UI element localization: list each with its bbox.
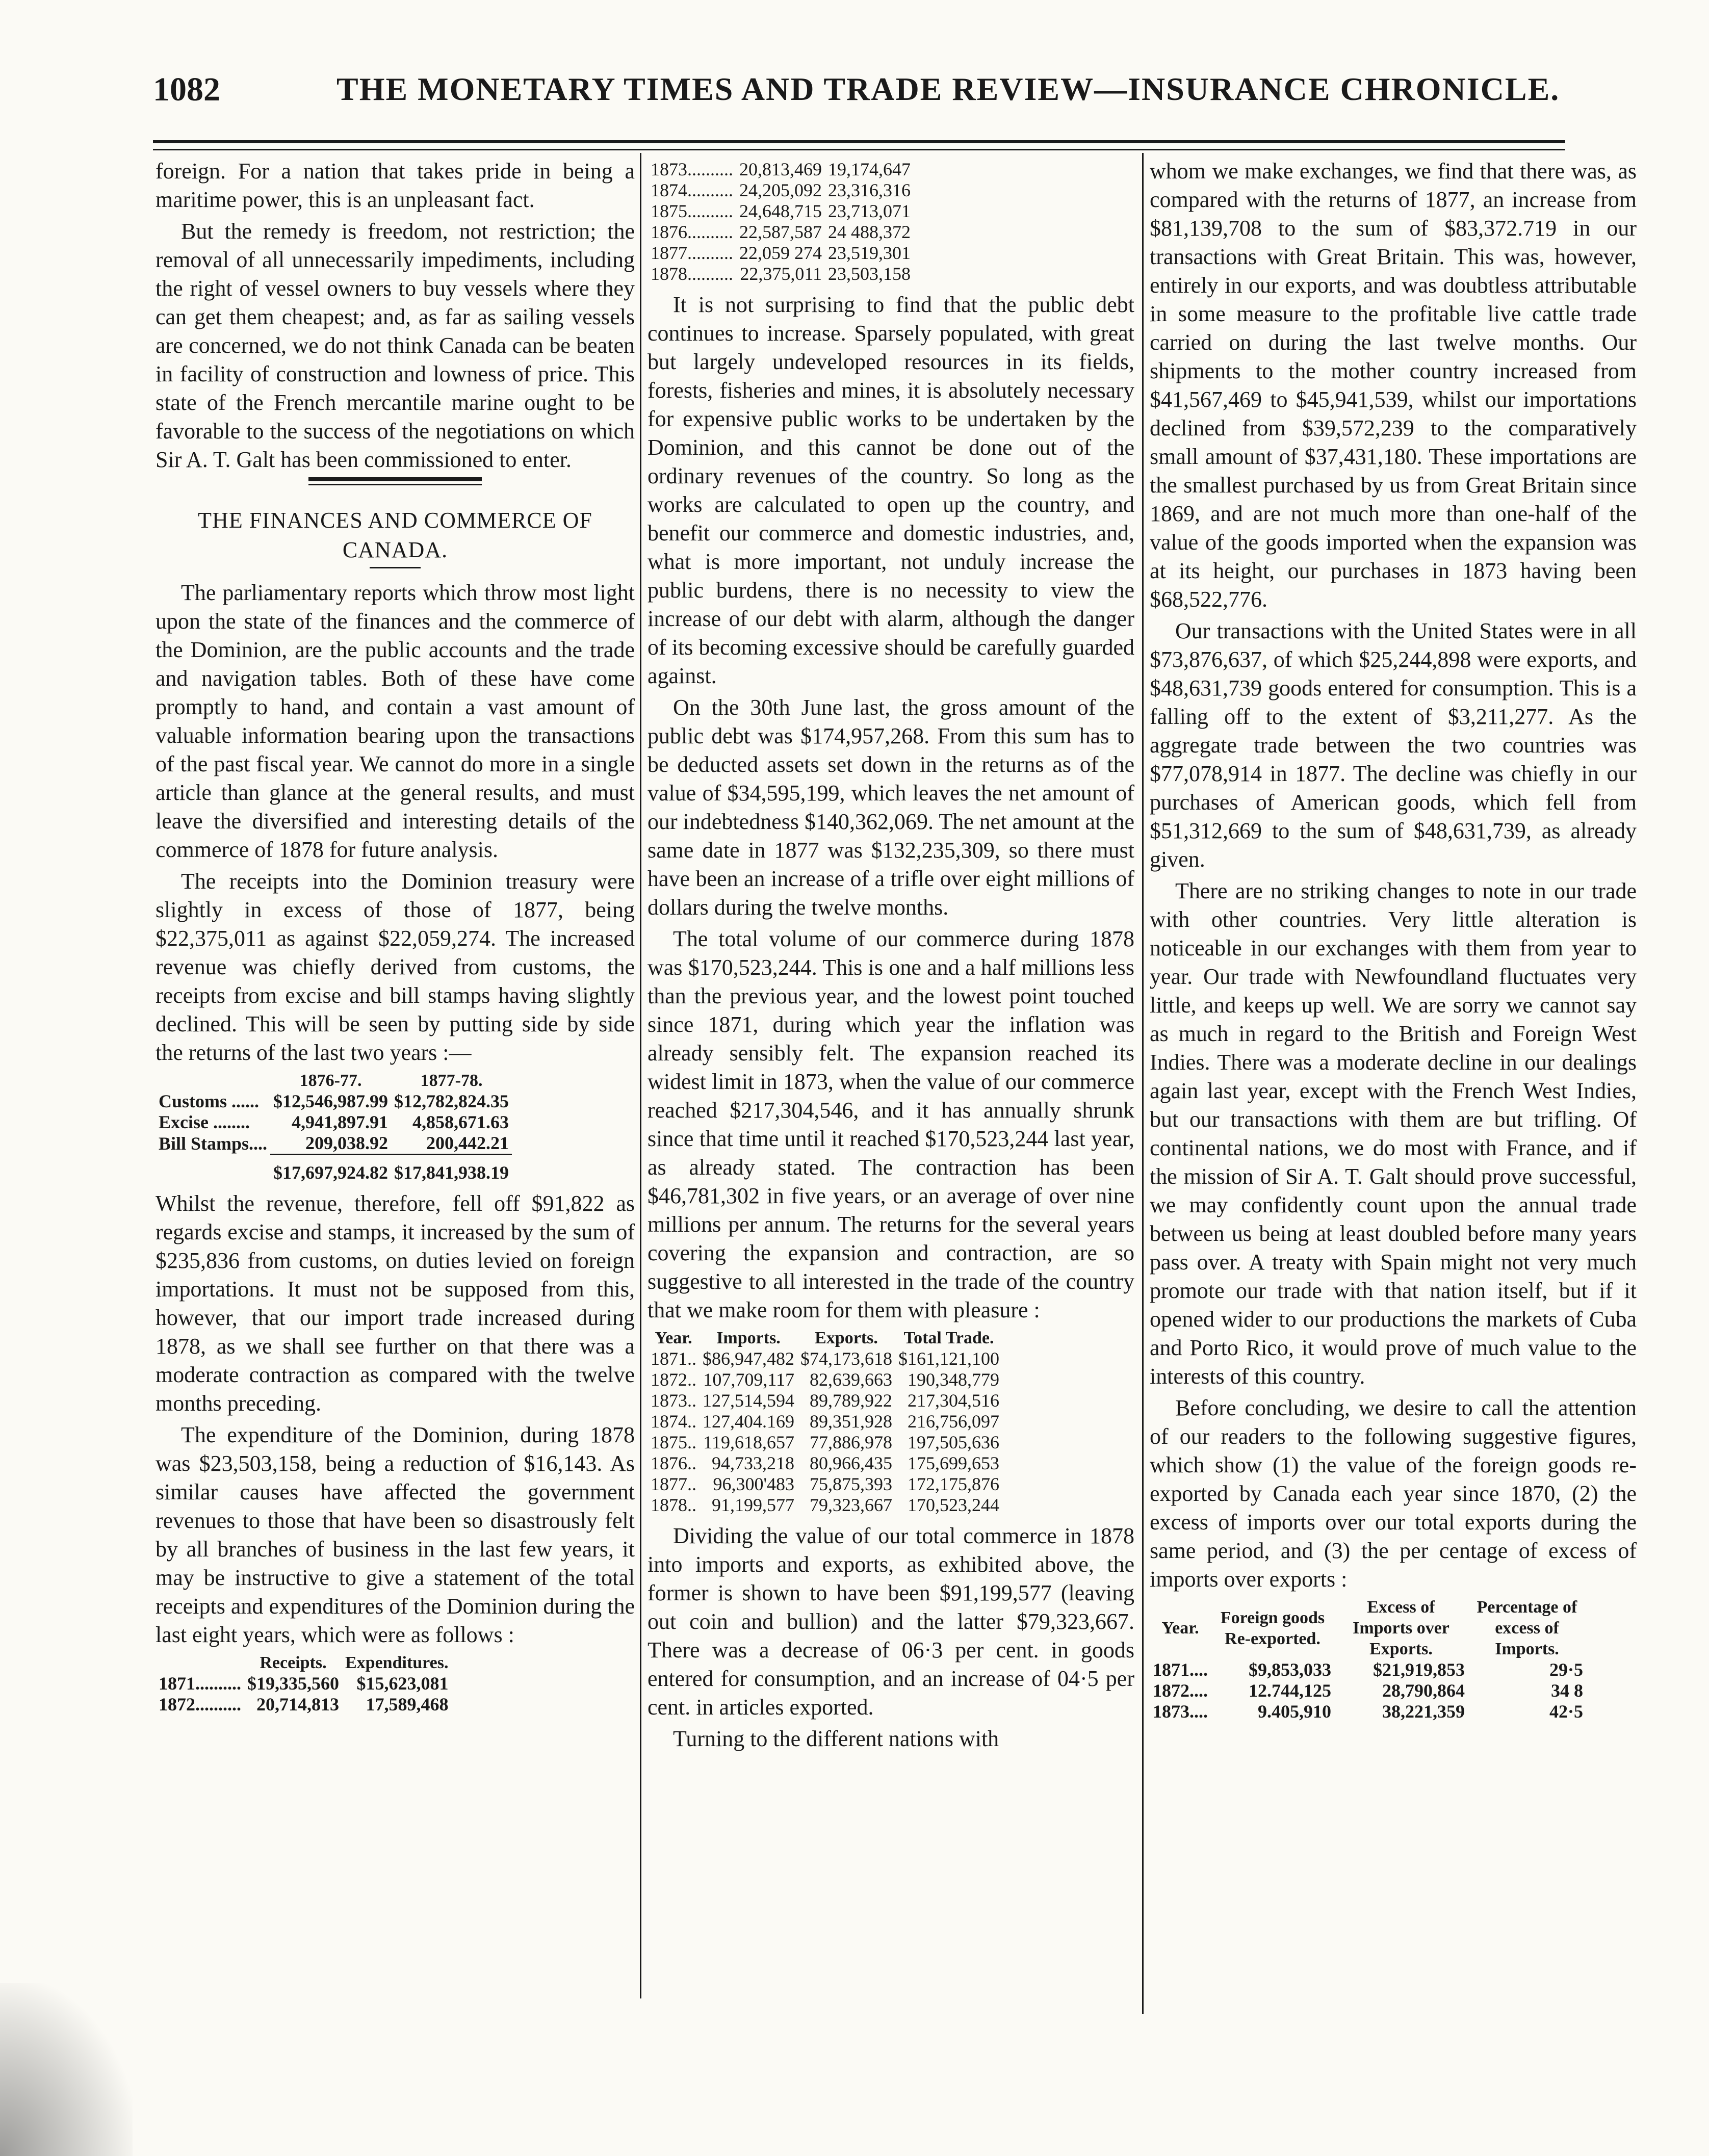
paragraph: Whilst the revenue, therefore, fell off $91,822 as regards excise and stamps, it increased by the sum of $235,836 from customs, on duties levied on foreign importations. It must not be supposed from this, however, that our import trade increased during 1878, as we shall see further on that there was a moderate contraction as compared with the twelve months preceding. (156, 1191, 635, 1416)
column-2 (648, 157, 1134, 1756)
trade-table (648, 1328, 1002, 1516)
paragraph: The receipts into the Dominion treasury were slightly in excess of those of 1877, being $22,375,011 as against $22,059,274. The increased revenue was chiefly derived from customs, the receipts from excise and bill stamps having slightly declined. This will be seen by putting side by side the returns of the last two years :— (156, 869, 635, 1065)
table-header: 1877-78. (420, 1071, 483, 1090)
receipts-table (156, 1652, 451, 1715)
table-cell: 22,059 274 (739, 243, 822, 263)
table-cell: 23,316,316 (828, 180, 911, 200)
table-row (648, 1474, 1002, 1495)
table-cell: 75,875,393 (810, 1474, 892, 1494)
header-rule (153, 140, 1565, 143)
table-cell: 1877.......... (651, 243, 733, 263)
table-cell: 1871.... (1153, 1659, 1208, 1680)
table-cell: $15,623,081 (356, 1673, 449, 1694)
table-cell: 1873.... (1153, 1701, 1208, 1722)
table-cell: 107,709,117 (703, 1369, 794, 1390)
table-cell: 4,858,671.63 (412, 1112, 509, 1132)
table-header-row (648, 1328, 1002, 1348)
table-header: Year. (1161, 1619, 1199, 1638)
scan-smudge (0, 1983, 133, 2156)
table-cell: 91,199,577 (712, 1495, 794, 1515)
table-header: 1876-77. (299, 1071, 362, 1090)
table-cell: $161,121,100 (898, 1348, 999, 1369)
table-cell: 1872.. (651, 1369, 696, 1390)
table-cell: $12,782,824.35 (394, 1091, 509, 1111)
table-row (156, 1112, 512, 1133)
column-divider (640, 153, 641, 1998)
table-cell: 96,300'483 (713, 1474, 794, 1494)
receipts-table-continued (648, 159, 914, 284)
table-cell: 200,442.21 (426, 1133, 509, 1153)
header-rule-thin (153, 149, 1565, 150)
table-cell: 1876.......... (651, 222, 733, 242)
table-cell: 1878.......... (651, 264, 733, 284)
table-row (648, 201, 914, 222)
column-divider (1142, 153, 1144, 2014)
table-cell: 217,304,516 (908, 1390, 999, 1411)
table-cell: 23,713,071 (828, 201, 911, 221)
table-cell: 1872.......... (159, 1694, 241, 1715)
paragraph: Dividing the value of our total commerce in 1878 into imports and exports, as exhibited above, the former is shown to have been $91,199,577 (leaving out coin and bullion) and the latter $79,323,667. There was a decrease of 06·3 per cent. in goods entered for consumption, and an increase of 04·5 per cent. in articles exported. (648, 1523, 1134, 1720)
table-row (156, 1673, 451, 1694)
table-row (648, 1453, 1002, 1474)
table-cell: 29·5 (1549, 1659, 1583, 1680)
table-header-row (156, 1070, 512, 1091)
table-cell: 209,038.92 (305, 1133, 389, 1153)
table-cell: 216,756,097 (908, 1411, 999, 1432)
table-cell: 170,523,244 (908, 1495, 999, 1515)
table-cell: 1874.. (651, 1411, 696, 1432)
table-cell: 1871.. (651, 1348, 696, 1369)
table-cell: 1874.......... (651, 180, 733, 200)
paragraph: The parliamentary reports which throw most light upon the state of the finances and the commerce of the Dominion, are the public accounts and the trade and navigation tables. Both of these have come promptly to hand, and contain a vast amount of valuable information bearing upon the transactions of the past fiscal year. We cannot do more in a single article than glance at the general results, and must leave the diversified and interesting details of the commerce of 1878 for future analysis. (156, 580, 635, 862)
table-cell: 89,789,922 (810, 1390, 892, 1411)
table-cell: 1876.. (651, 1453, 696, 1473)
paragraph: whom we make exchanges, we find that there was, as compared with the returns of 1877, an increase from $81,139,708 to the sum of $83,372.719 in our transactions with Great Britain. This was, however, entirely in our exports, and was doubtless attributable in some measure to the profitable live cattle trade carried on during the last twelve months. Our shipments to the mother country increased from $41,567,469 to $45,941,539, whilst our importations declined from $39,572,239 to the comparatively small amount of $37,431,180. These importations are the smallest purchased by us from Great Britain since 1869, and are not much more than one-half of the value of the goods imported when the expansion was at its height, our purchases in 1873 having been $68,522,776. (1150, 159, 1637, 612)
table-header: Exports. (815, 1329, 878, 1347)
table-header (156, 1652, 244, 1673)
revenue-table (156, 1070, 512, 1183)
table-cell: 28,790,864 (1382, 1680, 1465, 1701)
table-cell: 175,699,653 (908, 1453, 999, 1473)
table-row (648, 1369, 1002, 1390)
table-cell: 80,966,435 (810, 1453, 892, 1473)
table-cell: Excise ........ (159, 1112, 250, 1132)
paragraph: Before concluding, we desire to call the attention of our readers to the following suggestive figures, which show (1) the value of the foreign goods re-exported by Canada each year since 1870, (2) the excess of imports over our total exports during the same period, and (3) the per centage of excess of imports over exports : (1150, 1395, 1637, 1592)
table-row (648, 1390, 1002, 1411)
table-row (156, 1133, 512, 1155)
table-cell: 1877.. (651, 1474, 696, 1494)
table-row (648, 1348, 1002, 1369)
table-cell: 89,351,928 (810, 1411, 892, 1432)
table-cell: Customs ...... (159, 1091, 260, 1111)
table-cell: 20,813,469 (739, 159, 822, 179)
table-cell: 22,375,011 (740, 264, 822, 284)
table-cell: 24 488,372 (828, 222, 911, 242)
table-cell: $74,173,618 (800, 1348, 892, 1369)
table-cell: 1878.. (651, 1495, 696, 1515)
table-cell: 197,505,636 (908, 1432, 999, 1452)
table-cell: 79,323,667 (810, 1495, 892, 1515)
table-cell: Bill Stamps.... (159, 1133, 268, 1154)
paragraph: But the remedy is freedom, not restriction; the removal of all unnecessarily impediments, including the right of vessel owners to buy vessels where they can get them cheapest; and, as far as sailing vessels are concerned, we do not think Canada can be beaten in facility of construction and lowness of price. This state of the French mercantile marine ought to be favorable to the success of the negotiations on which Sir A. T. Galt has been commissioned to enter. (156, 219, 635, 472)
table-cell: $9,853,033 (1249, 1659, 1331, 1680)
table-row (648, 264, 914, 284)
column-1 (156, 157, 635, 1721)
table-row (648, 1411, 1002, 1432)
table-header: Year. (655, 1329, 692, 1347)
paragraph: Turning to the different nations with (673, 1726, 999, 1751)
table-cell: 24,648,715 (739, 201, 822, 221)
excess-table (1150, 1597, 1586, 1722)
table-header-row (1150, 1597, 1586, 1659)
table-cell (156, 1155, 270, 1184)
heading-rule (370, 567, 421, 568)
table-cell: 127,404.169 (703, 1411, 794, 1432)
table-header: Total Trade. (903, 1329, 994, 1347)
table-cell: 127,514,594 (703, 1390, 794, 1411)
paragraph: Our transactions with the United States were in all $73,876,637, of which $25,244,898 were exports, and $48,631,739 goods entered for consumption. This is a falling off to the extent of $3,211,277. As the aggregate trade between the two countries was $77,078,914 in 1877. The decline was chiefly in our purchases of American goods, which fell from $51,312,669 to the sum of $48,631,739, as already given. (1150, 618, 1637, 872)
table-row (1150, 1680, 1586, 1701)
table-row (1150, 1659, 1586, 1680)
table-header-row (156, 1652, 451, 1673)
table-cell: 94,733,218 (712, 1453, 794, 1473)
table-cell: 23,503,158 (828, 264, 911, 284)
table-row (1150, 1701, 1586, 1722)
table-row (648, 1432, 1002, 1453)
table-row (156, 1694, 451, 1715)
table-row (648, 180, 914, 201)
table-cell: 82,639,663 (810, 1369, 892, 1390)
paragraph: It is not surprising to find that the public debt continues to increase. Sparsely populated, with great but largely undeveloped resources in its fields, forests, fisheries and mines, it is absolutely necessary for expensive public works to be undertaken by the Dominion, and this cannot be done out of the ordinary revenues of the country. So long as the works are calculated to open up the country, and benefit our commerce and domestic industries, and, what is more important, not unduly increase the public burdens, there is no necessity to view the increase of our debt with alarm, although the danger of its becoming excessive should be carefully guarded against. (648, 292, 1134, 688)
table-cell: 77,886,978 (810, 1432, 892, 1452)
table-cell: 12.744,125 (1249, 1680, 1331, 1701)
paragraph: foreign. For a nation that takes pride in being a maritime power, this is an unpleasant fact. (156, 159, 635, 212)
table-cell: 172,175,876 (908, 1474, 999, 1494)
section-divider (308, 477, 482, 485)
table-cell: $17,697,924.82 (270, 1155, 391, 1184)
table-cell: 19,174,647 (828, 159, 911, 179)
table-header: Foreign goods Re-exported. (1220, 1608, 1325, 1648)
table-total-row (156, 1155, 512, 1184)
table-row (648, 222, 914, 243)
table-row (648, 1495, 1002, 1516)
paragraph: The expenditure of the Dominion, during 1878 was $23,503,158, being a reduction of $16,143. As similar causes have affected the government revenues to those that have been so disastrously felt by all branches of business in the last few years, it may be instructive to give a statement of the total receipts and expenditures of the Dominion during the last eight years, which were as follows : (156, 1422, 635, 1647)
table-cell: $21,919,853 (1373, 1659, 1465, 1680)
table-header: Imports. (716, 1329, 781, 1347)
table-cell: 34 8 (1551, 1680, 1583, 1701)
table-cell: $19,335,560 (247, 1673, 339, 1694)
article-heading: THE FINANCES AND COMMERCE OF CANADA. (198, 508, 592, 562)
table-header: Percentage of excess of Imports. (1477, 1598, 1577, 1658)
table-cell: 42·5 (1549, 1701, 1583, 1722)
table-cell: 4,941,897.91 (292, 1112, 389, 1132)
table-header: Expenditures. (345, 1653, 449, 1672)
table-cell: 23,519,301 (828, 243, 911, 263)
table-cell: 119,618,657 (703, 1432, 794, 1452)
table-cell: 1875.......... (651, 201, 733, 221)
column-3 (1150, 157, 1637, 1728)
table-cell: $17,841,938.19 (391, 1155, 512, 1184)
table-header (156, 1070, 270, 1091)
paragraph: The total volume of our commerce during 1878 was $170,523,244. This is one and a half millions less than the previous year, and the lowest point touched since 1871, during which year the inflation was already sensibly felt. The expansion reached its widest limit in 1873, when the value of our commerce reached $217,304,546, and it has annually shrunk since that time until it reached $170,523,244 last year, as already stated. The contraction has been $46,781,302 in five years, or an average of over nine millions per annum. The returns for the several years covering the expansion and contraction, are so suggestive to all interested in the trade of the country that we make room for them with pleasure : (648, 926, 1134, 1322)
table-cell: 1875.. (651, 1432, 696, 1452)
paragraph: There are no striking changes to note in our trade with other countries. Very little alteration is noticeable in our exchanges with them from year to year. Our trade with Newfoundland fluctuates very little, and keeps up well. We are sorry we cannot say as much in regard to the British and Foreign West Indies. There was a moderate decline in our dealings again last year, except with the French West Indies, but our transactions with them are but trifling. Of continental nations, we do most with France, and if the mission of Sir A. T. Galt should prove successful, we may confidently count upon the annual trade between us being at least doubled before many years pass over. A treaty with Spain might not very much promote our trade with that nation itself, but if it opened wider to our productions the markets of Cuba and Porto Rico, it would prove of much value to the interests of this country. (1150, 878, 1637, 1389)
running-title: THE MONETARY TIMES AND TRADE REVIEW—INSURANCE CHRONICLE. (336, 71, 1560, 107)
table-cell: $86,947,482 (703, 1348, 794, 1369)
table-cell: 1872.... (1153, 1680, 1208, 1701)
table-header: Receipts. (260, 1653, 327, 1672)
table-header: Excess of Imports over Exports. (1353, 1598, 1449, 1658)
table-cell: 24,205,092 (739, 180, 822, 200)
table-cell: $12,546,987.99 (273, 1091, 389, 1111)
table-cell: 38,221,359 (1382, 1701, 1465, 1722)
page-number: 1082 (153, 71, 220, 108)
table-row (156, 1091, 512, 1112)
table-cell: 22,587,587 (739, 222, 822, 242)
table-cell: 20,714,813 (256, 1694, 339, 1715)
table-row (648, 243, 914, 264)
table-cell: 17,589,468 (366, 1694, 449, 1715)
page-header (153, 70, 1570, 132)
paragraph: On the 30th June last, the gross amount of the public debt was $174,957,268. From this sum has to be deducted assets set down in the returns as of the value of $34,595,199, which leaves the net amount of our indebtedness $140,362,069. The net amount at the same date in 1877 was $132,235,309, so there must have been an increase of a trifle over eight millions of dollars during the twelve months. (648, 695, 1134, 920)
table-cell: 9.405,910 (1258, 1701, 1331, 1722)
table-cell: 190,348,779 (908, 1369, 999, 1390)
table-cell: 1873.. (651, 1390, 696, 1411)
table-cell: 1873.......... (651, 159, 733, 179)
table-row (648, 159, 914, 180)
table-cell: 1871.......... (159, 1673, 241, 1694)
